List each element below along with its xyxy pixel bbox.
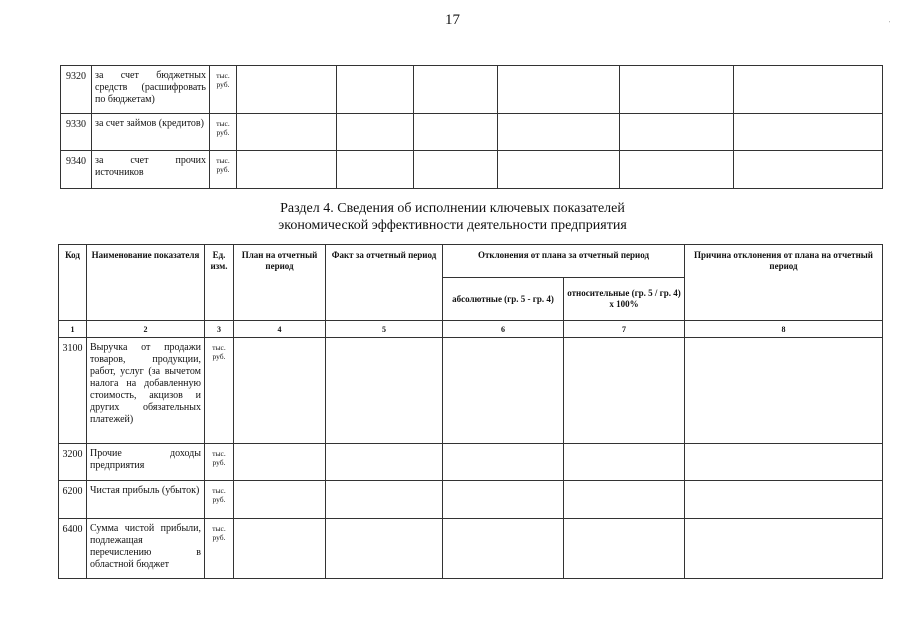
column-number: 1 bbox=[59, 321, 87, 338]
row-unit: тыс. руб. bbox=[205, 519, 234, 579]
table-row bbox=[61, 114, 883, 151]
cell[interactable] bbox=[326, 519, 443, 579]
cell[interactable] bbox=[620, 66, 734, 114]
cell[interactable] bbox=[234, 481, 326, 519]
column-number: 8 bbox=[685, 321, 883, 338]
cell[interactable] bbox=[564, 481, 685, 519]
cell[interactable] bbox=[337, 66, 414, 114]
table-row bbox=[59, 481, 883, 519]
header-deviations: Отклонения от плана за отчетный период bbox=[443, 245, 685, 278]
header-name: Наименование показателя bbox=[87, 245, 205, 321]
column-number: 5 bbox=[326, 321, 443, 338]
row-name: Сумма чистой прибыли, подлежащая перечислению в областной бюджет bbox=[87, 519, 205, 579]
section-title-line2: экономической эффективности деятельности предприятия bbox=[278, 218, 627, 233]
corner-mark: ' bbox=[889, 21, 891, 27]
row-name: за счет прочих источников bbox=[92, 151, 210, 189]
column-number: 7 bbox=[564, 321, 685, 338]
cell[interactable] bbox=[685, 519, 883, 579]
cell[interactable] bbox=[234, 338, 326, 444]
cell[interactable] bbox=[620, 151, 734, 189]
row-unit: тыс. руб. bbox=[210, 114, 237, 151]
header-unit: Ед. изм. bbox=[205, 245, 234, 321]
table-row bbox=[61, 66, 883, 114]
cell[interactable] bbox=[685, 481, 883, 519]
cell[interactable] bbox=[337, 114, 414, 151]
header-plan: План на отчетный период bbox=[234, 245, 326, 321]
cell[interactable] bbox=[734, 66, 883, 114]
header-relative: относительные (гр. 5 / гр. 4) x 100% bbox=[564, 278, 685, 321]
cell[interactable] bbox=[685, 338, 883, 444]
header-absolute: абсолютные (гр. 5 - гр. 4) bbox=[443, 278, 564, 321]
cell[interactable] bbox=[564, 444, 685, 481]
row-code: 9320 bbox=[61, 66, 92, 114]
cell[interactable] bbox=[443, 481, 564, 519]
row-name: за счет бюджетных средств (расшифровать по бюджетам) bbox=[92, 66, 210, 114]
row-name: за счет займов (кредитов) bbox=[92, 114, 210, 151]
cell[interactable] bbox=[326, 444, 443, 481]
continuation-table bbox=[60, 65, 883, 189]
cell[interactable] bbox=[337, 151, 414, 189]
table-row bbox=[59, 444, 883, 481]
row-unit: тыс. руб. bbox=[205, 338, 234, 444]
cell[interactable] bbox=[414, 151, 498, 189]
row-code: 3100 bbox=[59, 338, 87, 444]
table-row bbox=[59, 519, 883, 579]
column-number: 2 bbox=[87, 321, 205, 338]
cell[interactable] bbox=[414, 66, 498, 114]
cell[interactable] bbox=[734, 151, 883, 189]
header-code: Код bbox=[59, 245, 87, 321]
cell[interactable] bbox=[237, 114, 337, 151]
cell[interactable] bbox=[326, 338, 443, 444]
column-number: 4 bbox=[234, 321, 326, 338]
cell[interactable] bbox=[734, 114, 883, 151]
row-code: 9330 bbox=[61, 114, 92, 151]
row-code: 6200 bbox=[59, 481, 87, 519]
row-unit: тыс. руб. bbox=[205, 481, 234, 519]
key-indicators-table bbox=[58, 244, 883, 579]
row-unit: тыс. руб. bbox=[205, 444, 234, 481]
row-name: Чистая прибыль (убыток) bbox=[87, 481, 205, 519]
cell[interactable] bbox=[498, 66, 620, 114]
page-number: 17 bbox=[445, 12, 460, 28]
row-code: 6400 bbox=[59, 519, 87, 579]
cell[interactable] bbox=[564, 519, 685, 579]
cell[interactable] bbox=[443, 519, 564, 579]
column-number: 6 bbox=[443, 321, 564, 338]
cell[interactable] bbox=[564, 338, 685, 444]
table-row bbox=[59, 338, 883, 444]
cell[interactable] bbox=[685, 444, 883, 481]
table-row bbox=[61, 151, 883, 189]
section-title-line1: Раздел 4. Сведения об исполнении ключевых показателей bbox=[280, 201, 625, 216]
cell[interactable] bbox=[443, 338, 564, 444]
header-row bbox=[59, 245, 883, 278]
cell[interactable] bbox=[498, 151, 620, 189]
cell[interactable] bbox=[237, 66, 337, 114]
row-code: 9340 bbox=[61, 151, 92, 189]
header-fact: Факт за отчетный период bbox=[326, 245, 443, 321]
row-name: Прочие доходы предприятия bbox=[87, 444, 205, 481]
cell[interactable] bbox=[498, 114, 620, 151]
header-reason: Причина отклонения от плана на отчетный период bbox=[685, 245, 883, 321]
column-numbers-row bbox=[59, 321, 883, 338]
section-title bbox=[0, 200, 905, 234]
row-code: 3200 bbox=[59, 444, 87, 481]
cell[interactable] bbox=[414, 114, 498, 151]
column-number: 3 bbox=[205, 321, 234, 338]
row-unit: тыс. руб. bbox=[210, 66, 237, 114]
row-unit: тыс. руб. bbox=[210, 151, 237, 189]
cell[interactable] bbox=[620, 114, 734, 151]
cell[interactable] bbox=[234, 519, 326, 579]
cell[interactable] bbox=[443, 444, 564, 481]
row-name: Выручка от продажи товаров, продукции, работ, услуг (за вычетом налога на добавленную стоимость, акцизов и других обязательных платежей) bbox=[87, 338, 205, 444]
cell[interactable] bbox=[237, 151, 337, 189]
cell[interactable] bbox=[326, 481, 443, 519]
cell[interactable] bbox=[234, 444, 326, 481]
